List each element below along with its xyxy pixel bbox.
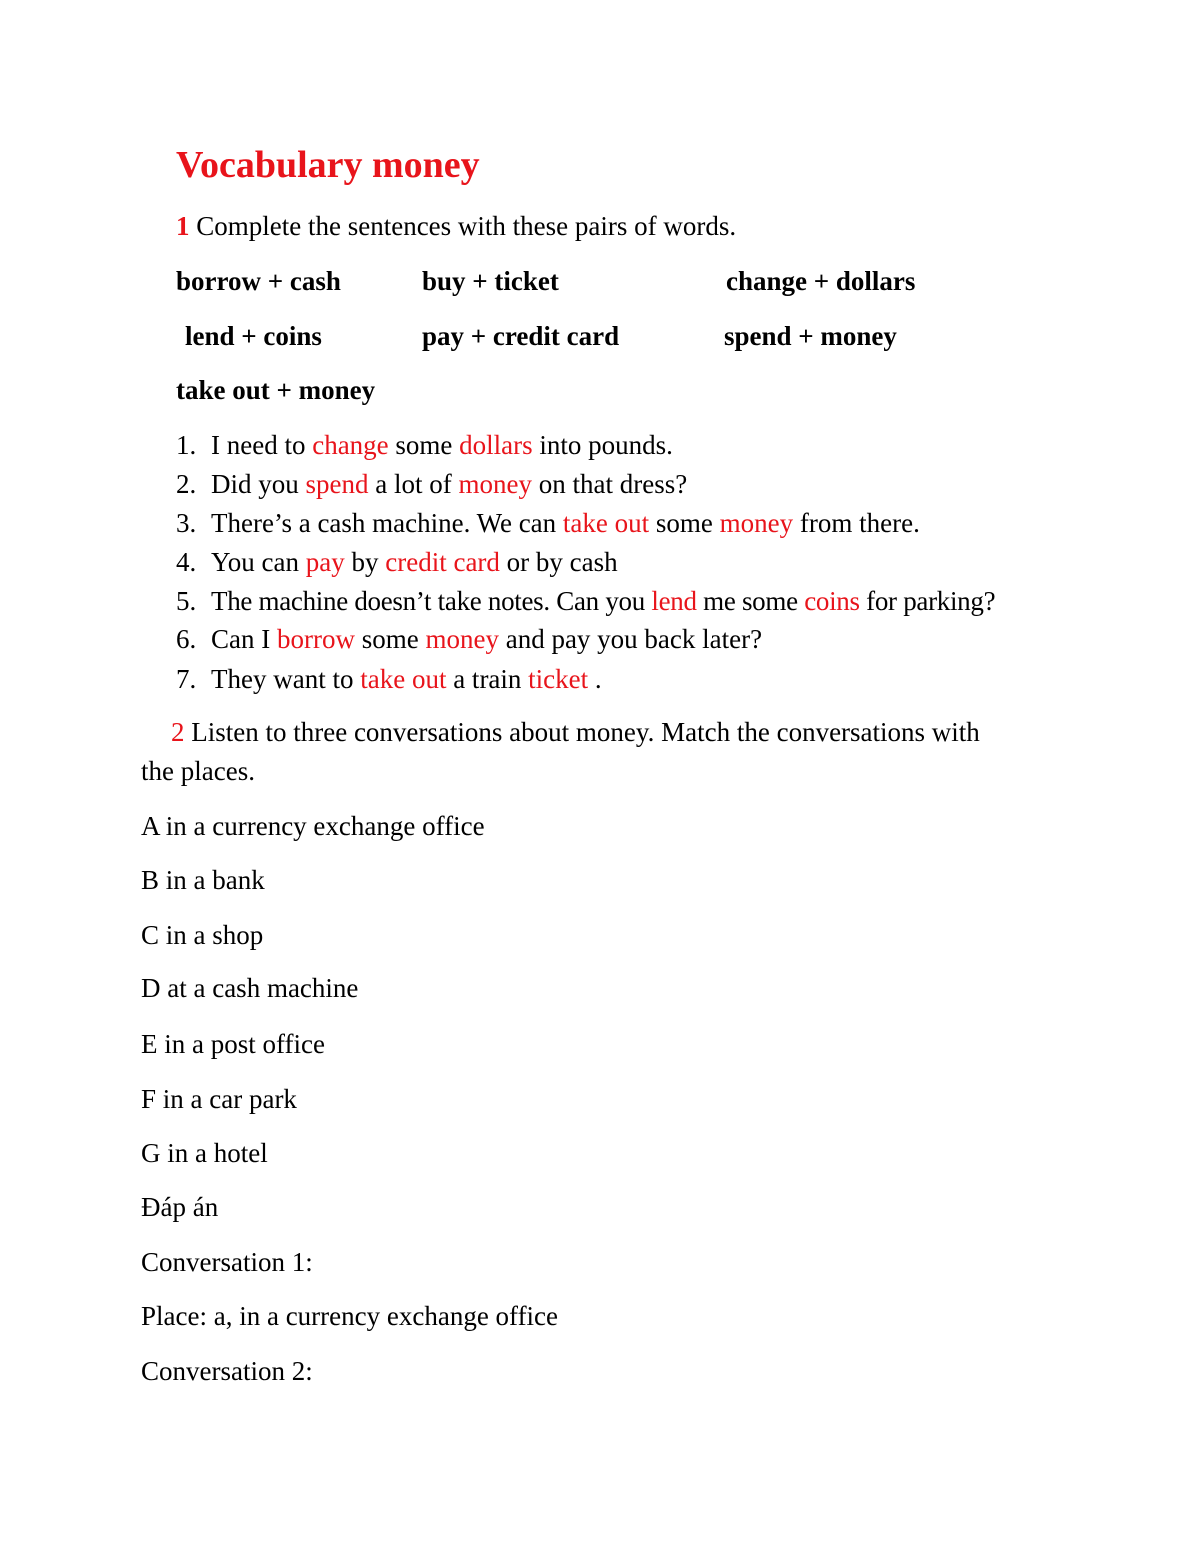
exercise-2-instruction [171, 714, 980, 750]
sentence-text: Can I borrow some money and pay you back later? [211, 624, 763, 654]
sentence-text: The machine doesn’t take notes. Can you lend me some coins for parking? [211, 586, 996, 616]
word-pair: lend + coins [185, 321, 322, 351]
sentence-text: They want to take out a train ticket . [211, 664, 602, 694]
item-number: 3. [176, 508, 197, 538]
exercise-number: 2 [171, 717, 185, 747]
word-pair: spend + money [724, 321, 897, 351]
instruction-text-cont: the places. [141, 756, 255, 786]
answer-word: dollars [459, 430, 533, 460]
answer-word: lend [651, 586, 697, 616]
word-pair: buy + ticket [422, 266, 559, 296]
answer-word: spend [305, 469, 369, 499]
word-pair: borrow + cash [176, 266, 341, 296]
answer-word: change [312, 430, 389, 460]
sentence-text: You can pay by credit card or by cash [211, 547, 618, 577]
item-number: 6. [176, 624, 197, 654]
item-number: 5. [176, 586, 197, 616]
word-pair: pay + credit card [422, 321, 620, 351]
answers-heading: Đáp án [141, 1192, 219, 1222]
answer-word: borrow [276, 624, 355, 654]
place-option: G in a hotel [141, 1138, 268, 1168]
instruction-text: Listen to three conversations about money. Match the conversations with [184, 717, 980, 747]
word-pair: change + dollars [726, 266, 916, 296]
answer-word: money [425, 624, 499, 654]
conversation-label: Conversation 2: [141, 1356, 313, 1386]
place-option: E in a post office [141, 1029, 325, 1059]
place-answer: Place: a, in a currency exchange office [141, 1301, 559, 1331]
conversation-label: Conversation 1: [141, 1247, 313, 1277]
word-pair: take out + money [176, 375, 376, 405]
answer-word: ticket [528, 664, 589, 694]
sentence-text: There’s a cash machine. We can take out some money from there. [211, 508, 920, 538]
place-option: F in a car park [141, 1084, 297, 1114]
place-option: D at a cash machine [141, 973, 359, 1003]
exercise-number: 1 [176, 211, 190, 241]
item-number: 4. [176, 547, 197, 577]
sentence-text: Did you spend a lot of money on that dress? [211, 469, 688, 499]
answer-word: pay [305, 547, 345, 577]
place-option: C in a shop [141, 920, 264, 950]
instruction-text: Complete the sentences with these pairs of words. [196, 211, 737, 241]
item-number: 2. [176, 469, 197, 499]
place-option: B in a bank [141, 865, 265, 895]
item-number: 7. [176, 664, 197, 694]
page-title: Vocabulary money [176, 144, 480, 186]
answer-word: money [458, 469, 532, 499]
place-option: A in a currency exchange office [141, 811, 485, 841]
answer-word: coins [804, 586, 860, 616]
answer-word: money [719, 508, 794, 538]
item-number: 1. [176, 430, 197, 460]
sentence-text: I need to change some dollars into pounds. [211, 430, 673, 460]
exercise-1-instruction [176, 208, 736, 244]
answer-word: take out [360, 664, 447, 694]
answer-word: credit card [385, 547, 500, 577]
answer-word: take out [562, 508, 650, 538]
